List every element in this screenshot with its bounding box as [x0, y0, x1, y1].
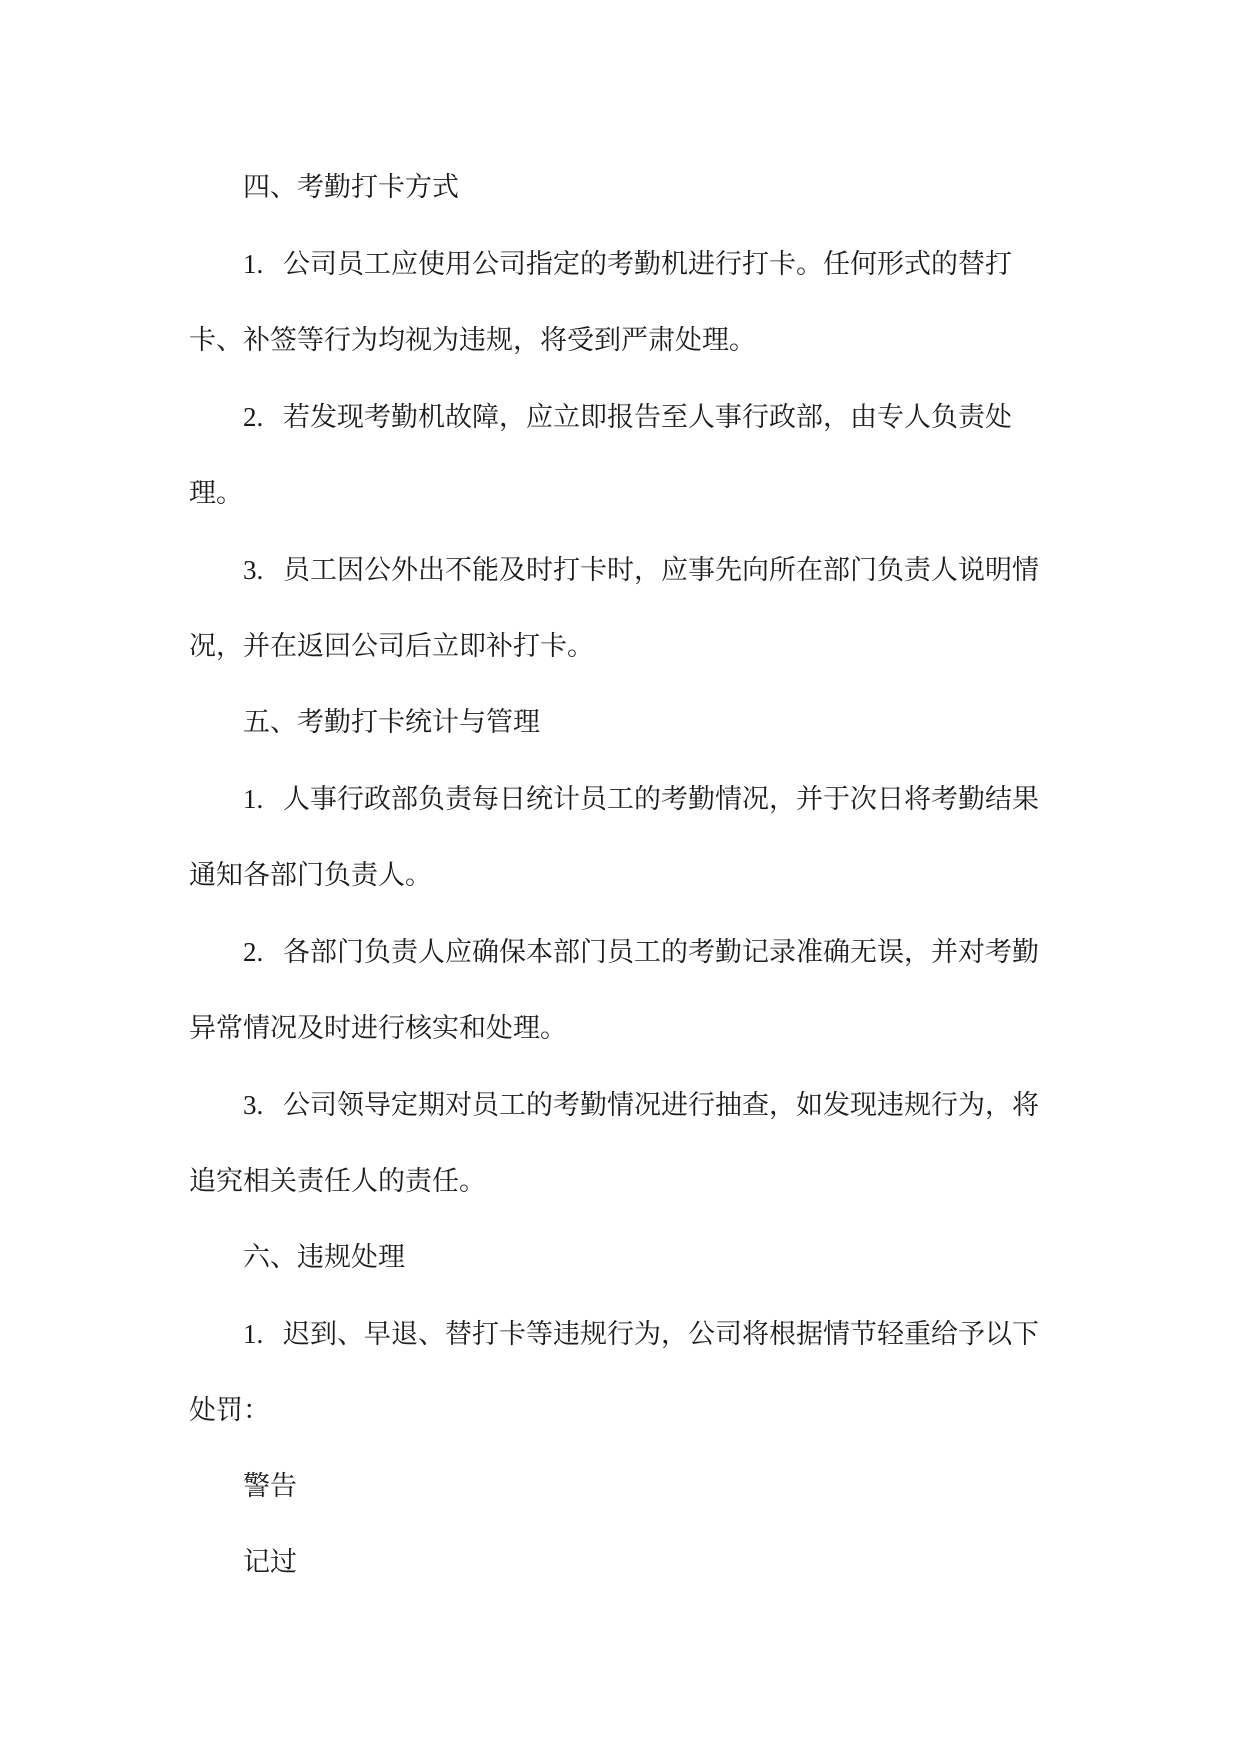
document-body: [189, 150, 1051, 1601]
item-text: 公司领导定期对员工的考勤情况进行抽查，如发现违规行为，将追究相关责任人的责任。: [189, 1090, 1039, 1197]
list-item: [189, 1067, 1051, 1220]
item-text: 各部门负责人应确保本部门员工的考勤记录准确无误，并对考勤异常情况及时进行核实和处理。: [189, 937, 1039, 1044]
section-heading-statistics: 五、考勤打卡统计与管理: [243, 707, 540, 738]
item-number: 3.: [243, 555, 264, 585]
item-text: 人事行政部负责每日统计员工的考勤情况，并于次日将考勤结果通知各部门负责人。: [189, 784, 1039, 891]
item-number: 1.: [243, 784, 264, 814]
penalty-demerit: 记过: [243, 1547, 297, 1578]
section-heading-violations: 六、违规处理: [243, 1242, 405, 1273]
item-number: 1.: [243, 1319, 264, 1349]
item-text: 员工因公外出不能及时打卡时，应事先向所在部门负责人说明情况，并在返回公司后立即补打卡。: [189, 555, 1039, 662]
list-item: [189, 914, 1051, 1067]
item-text: 若发现考勤机故障，应立即报告至人事行政部，由专人负责处理。: [189, 402, 1012, 509]
section-heading-attendance-method: 四、考勤打卡方式: [243, 172, 459, 203]
penalty-warning: 警告: [243, 1471, 297, 1502]
list-item: [189, 1296, 1051, 1449]
item-number: 2.: [243, 937, 264, 967]
item-number: 3.: [243, 1090, 264, 1120]
list-item: [189, 379, 1051, 532]
list-item: [189, 532, 1051, 685]
list-item: [189, 761, 1051, 914]
list-item: [189, 226, 1051, 379]
item-number: 1.: [243, 249, 264, 279]
item-text: 迟到、早退、替打卡等违规行为，公司将根据情节轻重给予以下处罚：: [189, 1319, 1039, 1426]
item-number: 2.: [243, 402, 264, 432]
item-text: 公司员工应使用公司指定的考勤机进行打卡。任何形式的替打卡、补签等行为均视为违规，将受到严肃处理。: [189, 249, 1012, 356]
